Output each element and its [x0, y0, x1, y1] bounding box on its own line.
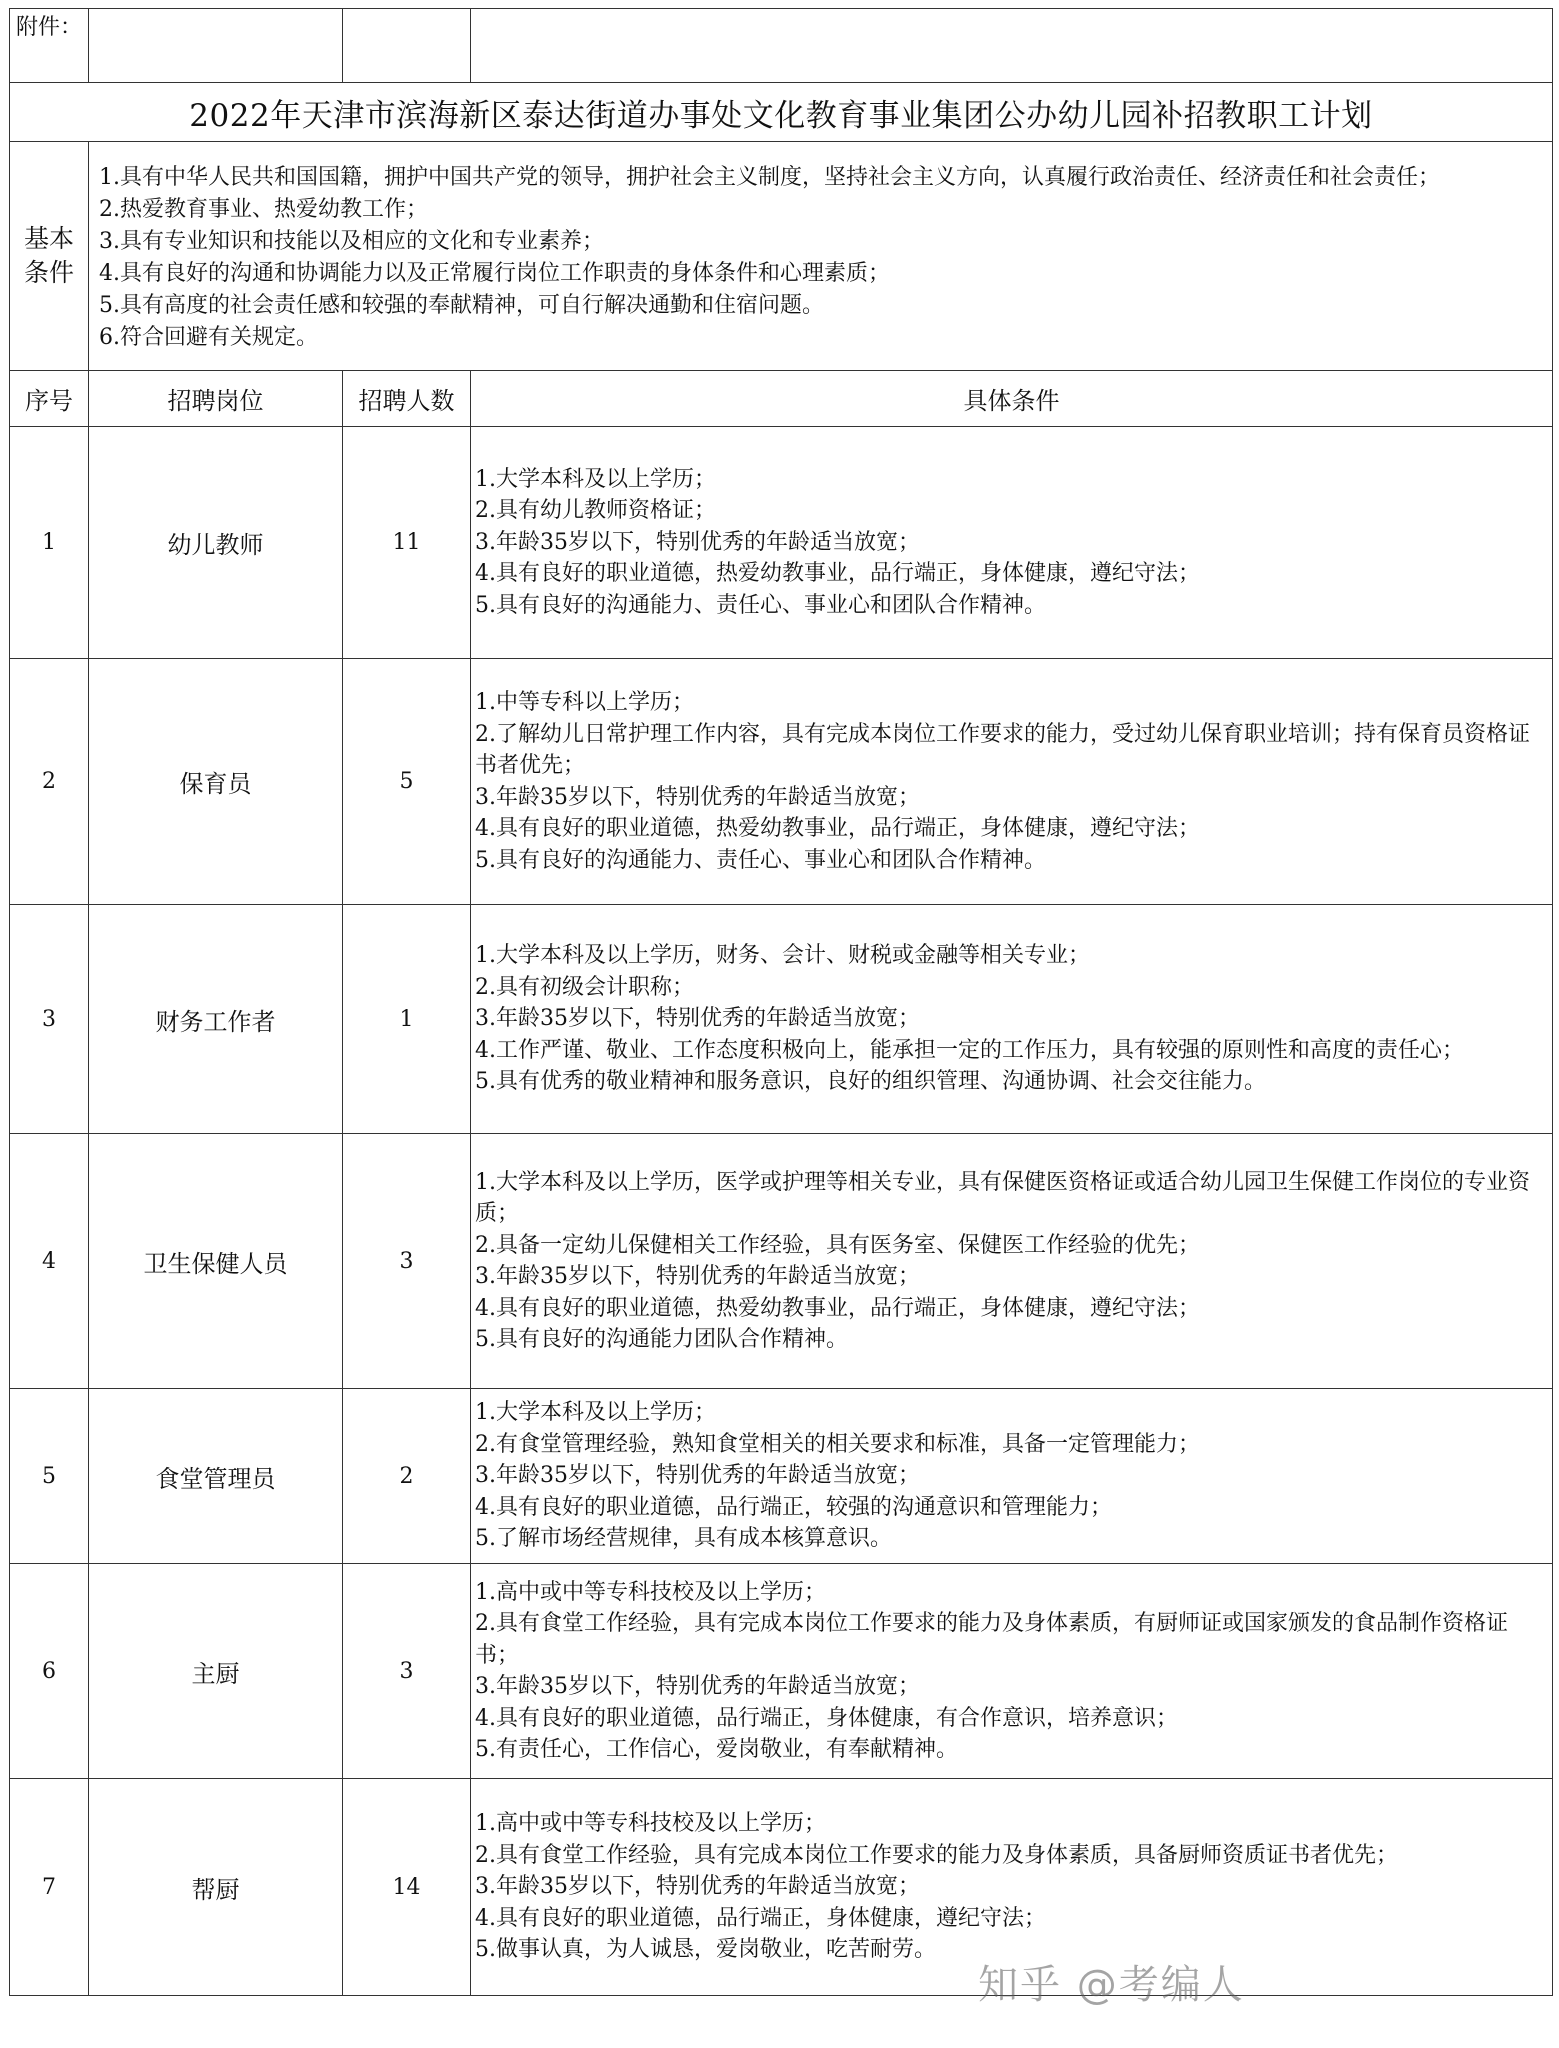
row-headcount: 1 — [343, 905, 471, 1134]
row-headcount: 3 — [343, 1564, 471, 1779]
header-headcount: 招聘人数 — [343, 371, 471, 427]
condition-item: 3.年龄35岁以下，特别优秀的年龄适当放宽； — [475, 1463, 920, 1489]
row-position: 卫生保健人员 — [89, 1134, 343, 1389]
condition-item: 1.大学本科及以上学历； — [475, 466, 716, 492]
empty-cell — [471, 9, 1553, 83]
condition-item: 4.具有良好的职业道德，热爱幼教事业，品行端正，身体健康，遵纪守法； — [475, 816, 1200, 841]
row-position: 财务工作者 — [89, 905, 343, 1134]
row-conditions — [471, 1389, 1553, 1564]
row-conditions — [471, 1134, 1553, 1389]
condition-item: 2.具有幼儿教师资格证； — [475, 498, 716, 524]
condition-item: 3.年龄35岁以下，特别优秀的年龄适当放宽； — [475, 529, 920, 555]
row-headcount: 14 — [343, 1779, 471, 1996]
basic-condition-item: 1.具有中华人民共和国国籍，拥护中国共产党的领导，拥护社会主义制度，坚持社会主义方向，认真履行政治责任、经济责任和社会责任； — [99, 165, 1440, 190]
basic-conditions-label — [10, 142, 89, 371]
row-conditions — [471, 659, 1553, 905]
row-position: 食堂管理员 — [89, 1389, 343, 1564]
title-row — [10, 83, 1553, 142]
header-serial-number: 序号 — [10, 371, 89, 427]
row-position: 保育员 — [89, 659, 343, 905]
condition-item: 1.大学本科及以上学历，医学或护理等相关专业，具有保健医资格证或适合幼儿园卫生保健工作岗位的专业资质； — [475, 1169, 1530, 1226]
row-conditions — [471, 905, 1553, 1134]
table-row — [10, 1134, 1553, 1389]
condition-item: 3.年龄35岁以下，特别优秀的年龄适当放宽； — [475, 1006, 920, 1032]
row-serial-number: 7 — [10, 1779, 89, 1996]
condition-item: 5.了解市场经营规律，具有成本核算意识。 — [475, 1526, 892, 1552]
condition-item: 2.具有初级会计职称； — [475, 974, 694, 1000]
row-serial-number: 4 — [10, 1134, 89, 1389]
row-serial-number: 5 — [10, 1389, 89, 1564]
table-row — [10, 427, 1553, 659]
condition-item: 1.高中或中等专科技校及以上学历； — [475, 1811, 826, 1837]
basic-conditions-list — [89, 142, 1553, 371]
table-row — [10, 1779, 1553, 1996]
row-headcount: 5 — [343, 659, 471, 905]
condition-item: 2.有食堂管理经验，熟知食堂相关的相关要求和标准，具备一定管理能力； — [475, 1431, 1200, 1457]
table-row — [10, 1389, 1553, 1564]
condition-item: 1.高中或中等专科技校及以上学历； — [475, 1579, 826, 1605]
row-conditions — [471, 427, 1553, 659]
condition-item: 3.年龄35岁以下，特别优秀的年龄适当放宽； — [475, 1874, 920, 1900]
table-row — [10, 659, 1553, 905]
condition-item: 5.具有良好的沟通能力、责任心、事业心和团队合作精神。 — [475, 847, 1046, 873]
basic-condition-item: 4.具有良好的沟通和协调能力以及正常履行岗位工作职责的身体条件和心理素质； — [99, 261, 890, 286]
condition-item: 3.年龄35岁以下，特别优秀的年龄适当放宽； — [475, 1674, 920, 1699]
zhihu-watermark: 知乎 @考编人 — [978, 1962, 1245, 2008]
page-title: 2022年天津市滨海新区泰达街道办事处文化教育事业集团公办幼儿园补招教职工计划 — [10, 83, 1553, 142]
condition-item: 5.具有优秀的敬业精神和服务意识，良好的组织管理、沟通协调、社会交往能力。 — [475, 1069, 1266, 1095]
basic-condition-item: 5.具有高度的社会责任感和较强的奉献精神，可自行解决通勤和住宿问题。 — [99, 293, 824, 318]
basic-condition-item: 2.热爱教育事业、热爱幼教工作； — [99, 197, 428, 222]
condition-item: 1.中等专科以上学历； — [475, 690, 694, 715]
header-position: 招聘岗位 — [89, 371, 343, 427]
row-serial-number: 6 — [10, 1564, 89, 1779]
attachment-label: 附件： — [10, 9, 89, 83]
recruitment-sheet — [9, 8, 1552, 1996]
table-header-row — [10, 371, 1553, 427]
table-row — [10, 1564, 1553, 1779]
condition-item: 2.具有食堂工作经验，具有完成本岗位工作要求的能力及身体素质，具备厨师资质证书者优先； — [475, 1842, 1398, 1868]
basic-condition-item: 6.符合回避有关规定。 — [99, 325, 318, 350]
basic-conditions-row — [10, 142, 1553, 371]
condition-item: 5.做事认真，为人诚恳，爱岗敬业，吃苦耐劳。 — [475, 1937, 936, 1963]
condition-item: 4.工作严谨、敬业、工作态度积极向上，能承担一定的工作压力，具有较强的原则性和高度的责任心； — [475, 1037, 1464, 1063]
row-serial-number: 2 — [10, 659, 89, 905]
row-position: 主厨 — [89, 1564, 343, 1779]
basic-condition-item: 3.具有专业知识和技能以及相应的文化和专业素养； — [99, 229, 604, 254]
position-rows — [10, 427, 1553, 1996]
row-headcount: 3 — [343, 1134, 471, 1389]
condition-item: 4.具有良好的职业道德，品行端正，身体健康，有合作意识，培养意识； — [475, 1705, 1178, 1731]
condition-item: 5.具有良好的沟通能力团队合作精神。 — [475, 1327, 848, 1352]
row-position: 幼儿教师 — [89, 427, 343, 659]
condition-item: 1.大学本科及以上学历； — [475, 1400, 716, 1426]
recruitment-table — [9, 8, 1553, 1996]
condition-item: 1.大学本科及以上学历，财务、会计、财税或金融等相关专业； — [475, 943, 1090, 969]
condition-item: 5.具有良好的沟通能力、责任心、事业心和团队合作精神。 — [475, 592, 1046, 618]
basic-conditions-label-text: 基本条件 — [23, 224, 74, 287]
row-position: 帮厨 — [89, 1779, 343, 1996]
row-headcount: 11 — [343, 427, 471, 659]
table-row — [10, 905, 1553, 1134]
attachment-row — [10, 9, 1553, 83]
row-serial-number: 3 — [10, 905, 89, 1134]
row-conditions — [471, 1564, 1553, 1779]
empty-cell — [89, 9, 343, 83]
condition-item: 2.具备一定幼儿保健相关工作经验，具有医务室、保健医工作经验的优先； — [475, 1232, 1200, 1258]
condition-item: 4.具有良好的职业道德，品行端正，较强的沟通意识和管理能力； — [475, 1494, 1112, 1520]
empty-cell — [343, 9, 471, 83]
condition-item: 2.具有食堂工作经验，具有完成本岗位工作要求的能力及身体素质，有厨师证或国家颁发的食品制作资格证书； — [475, 1611, 1508, 1668]
condition-item: 4.具有良好的职业道德，热爱幼教事业，品行端正，身体健康，遵纪守法； — [475, 1295, 1200, 1321]
condition-item: 3.年龄35岁以下，特别优秀的年龄适当放宽； — [475, 1264, 920, 1289]
condition-item: 4.具有良好的职业道德，热爱幼教事业，品行端正，身体健康，遵纪守法； — [475, 561, 1200, 587]
header-conditions: 具体条件 — [471, 371, 1553, 427]
condition-item: 4.具有良好的职业道德，品行端正，身体健康，遵纪守法； — [475, 1905, 1046, 1931]
row-serial-number: 1 — [10, 427, 89, 659]
row-headcount: 2 — [343, 1389, 471, 1564]
condition-item: 2.了解幼儿日常护理工作内容，具有完成本岗位工作要求的能力，受过幼儿保育职业培训；持有保育员资格证书者优先； — [475, 721, 1530, 778]
condition-item: 3.年龄35岁以下，特别优秀的年龄适当放宽； — [475, 784, 920, 810]
condition-item: 5.有责任心，工作信心，爱岗敬业，有奉献精神。 — [475, 1737, 958, 1762]
